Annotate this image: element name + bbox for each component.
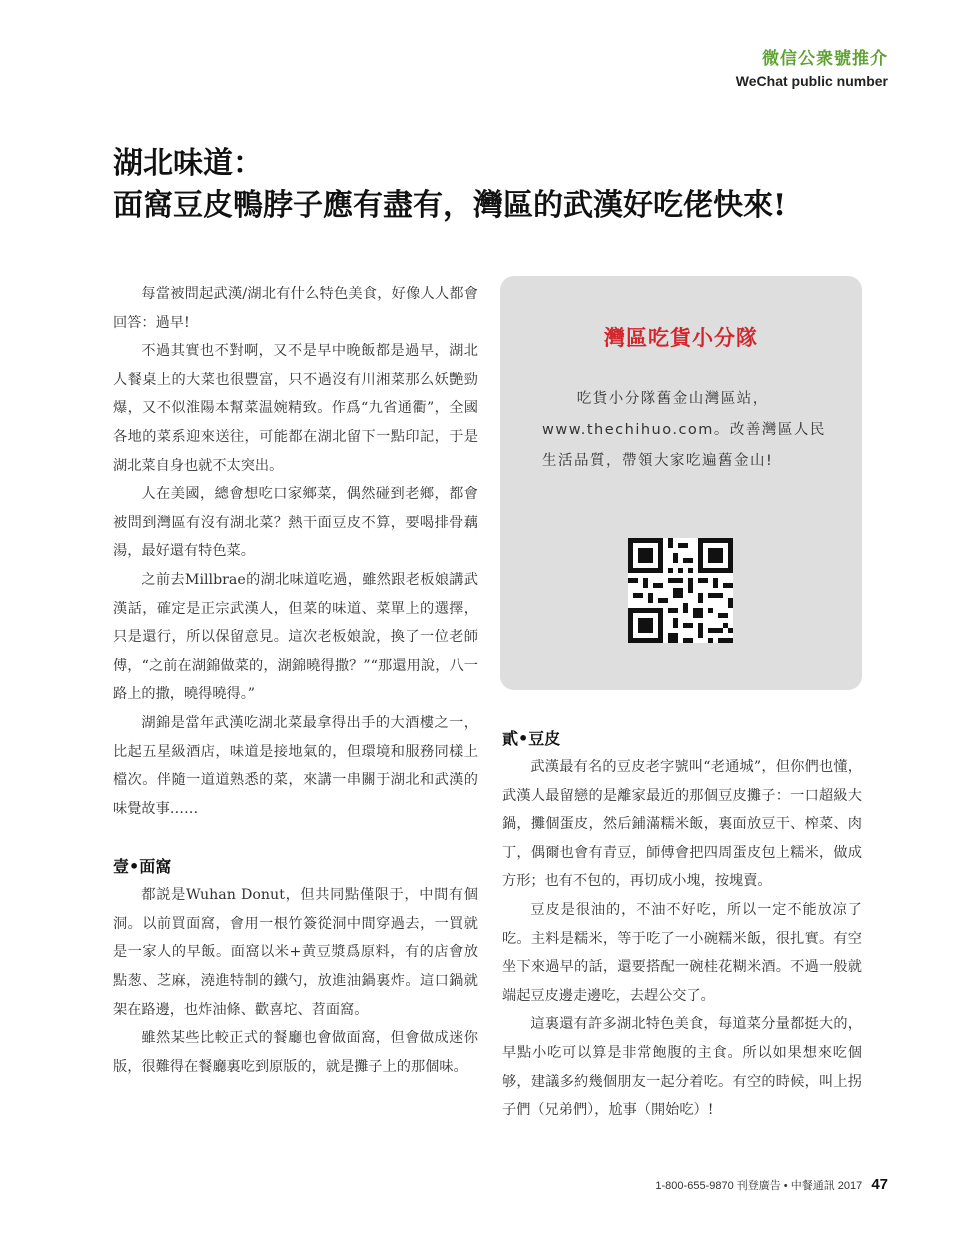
body-paragraph: 都説是Wuhan Donut，但共同點僅限于，中間有個洞。以前買面窩，會用一根竹簽從洞中間穿過去，一買就是一家人的早飯。面窩以米+黄豆漿爲原料，有的店會放點葱、芝麻，澆進特制的鐵勺，放進油鍋裏炸。這口鍋就架在路邊，也炸油條、歡喜坨、苕面窩。 xyxy=(113,887,478,1018)
page-footer xyxy=(655,1176,888,1193)
promo-title: 灣區吃貨小分隊 xyxy=(604,326,758,350)
body-paragraph: 人在美國，總會想吃口家鄉菜，偶然碰到老鄉，都會被問到灣區有沒有湖北菜？熱干面豆皮不算，要喝排骨藕湯，最好還有特色菜。 xyxy=(113,486,478,560)
section-tag-chinese: 微信公衆號推介 xyxy=(762,49,888,69)
qr-code-icon[interactable] xyxy=(628,538,733,643)
body-paragraph: 湖錦是當年武漢吃湖北菜最拿得出手的大酒樓之一，比起五星級酒店，味道是接地氣的，但環境和服務同樣上檔次。伴隨一道道熟悉的菜，來講一串關于湖北和武漢的味覺故事…… xyxy=(113,714,478,817)
intro-paragraph: 每當被問起武漢/湖北有什么特色美食，好像人人都會回答：過早! xyxy=(113,286,478,331)
section-heading-doupi: 貳•豆皮 xyxy=(502,729,561,748)
promo-description: 吃貨小分隊舊金山灣區站，www.thechihuo.com。改善灣區人民生活品質，帶領大家吃遍舊金山! xyxy=(542,391,826,469)
title-line-2: 面窩豆皮鴨脖子應有盡有，灣區的武漢好吃佬快來! xyxy=(113,188,787,223)
body-paragraph: 不過其實也不對啊，又不是早中晚飯都是過早，湖北人餐桌上的大菜也很豐富，只不過沒有川湘菜那么妖艷勁爆，又不似淮陽本幫菜温婉精致。作爲“九省通衢”，全國各地的菜系迎來送往，可能都在湖北留下一點印記，于是湖北菜自身也就不太突出。 xyxy=(113,343,478,474)
body-paragraph: 之前去Millbrae的湖北味道吃過，雖然跟老板娘講武漢話，確定是正宗武漢人，但菜的味道、菜單上的選擇，只是還行，所以保留意見。這次老板娘說，換了一位老師傅，“之前在湖錦做菜的，湖錦曉得撒？”“那還用說，八一路上的撒，曉得曉得。” xyxy=(113,571,478,703)
body-paragraph: 雖然某些比較正式的餐廳也會做面窩，但會做成迷你版，很難得在餐廳裏吃到原版的，就是攤子上的那個味。 xyxy=(113,1030,478,1075)
article-title xyxy=(113,143,873,227)
left-column xyxy=(113,280,478,1081)
page-number: 47 xyxy=(871,1176,888,1193)
wechat-promo-box xyxy=(500,276,862,690)
body-paragraph: 武漢最有名的豆皮老字號叫“老通城”，但你們也懂，武漢人最留戀的是離家最近的那個豆皮攤子：一口超級大鍋，攤個蛋皮，然后鋪滿糯米飯，裏面放豆干、榨菜、肉丁，偶爾也會有青豆，師傅會把四周蛋皮包上糯米，做成方形；也有不包的，再切成小塊，按塊賣。 xyxy=(502,759,862,890)
section-tag-english: WeChat public number xyxy=(735,73,888,89)
title-line-1: 湖北味道： xyxy=(113,146,263,181)
body-paragraph: 這裏還有許多湖北特色美食，每道菜分量都挺大的，早點小吃可以算是非常飽腹的主食。所以如果想來吃個够，建議多約幾個朋友一起分着吃。有空的時候，叫上拐子們（兄弟們），尬事（開始吃）! xyxy=(502,1016,862,1119)
right-column xyxy=(502,725,862,1125)
section-tag xyxy=(736,44,888,89)
body-paragraph: 豆皮是很油的，不油不好吃，所以一定不能放凉了吃。主料是糯米，等于吃了一小碗糯米飯，很扎實。有空坐下來過早的話，還要搭配一碗桂花糊米酒。不過一般就端起豆皮邊走邊吃，去趕公交了。 xyxy=(502,901,862,1004)
footer-publication: 1-800-655-9870 刊登廣告 • 中餐通訊 2017 xyxy=(655,1180,863,1192)
section-heading-mianwo: 壹•面窩 xyxy=(113,857,172,877)
